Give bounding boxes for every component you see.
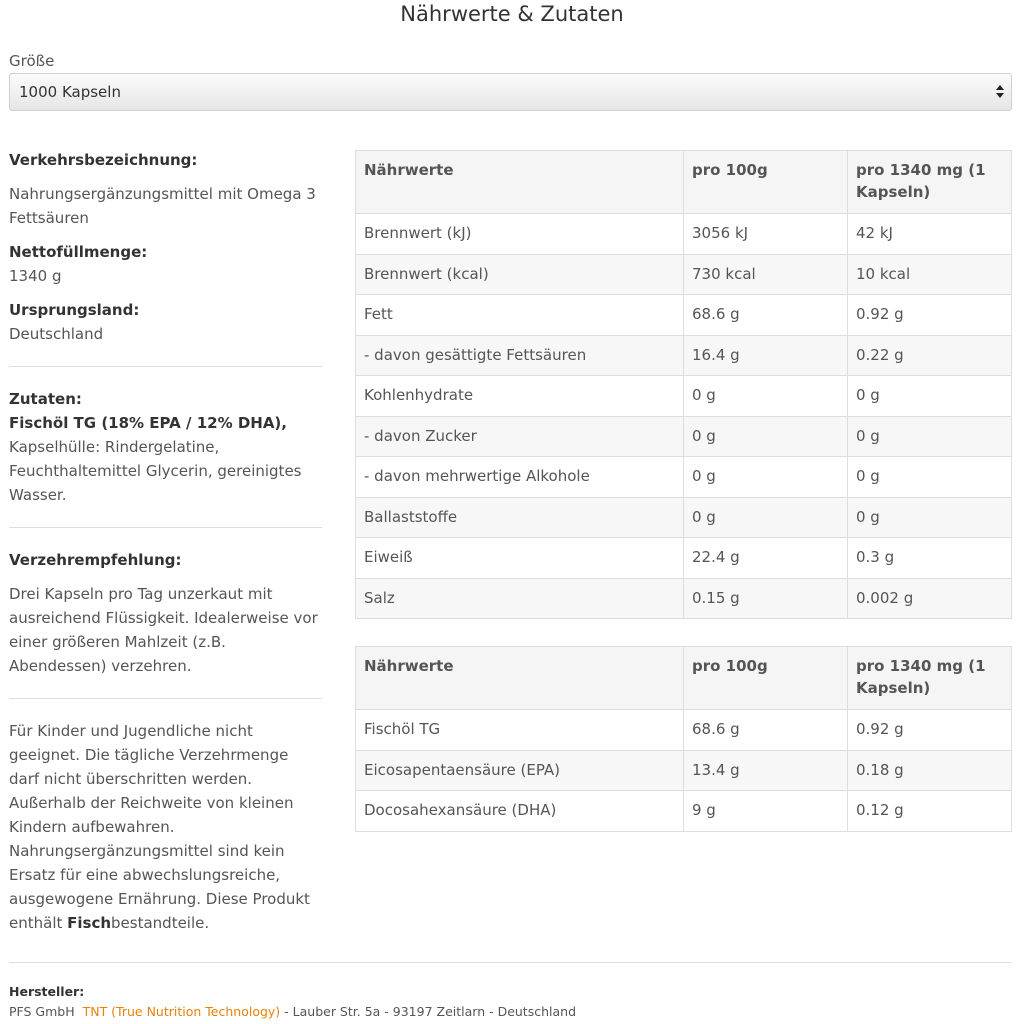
table-row — [356, 335, 1012, 376]
table-cell: 0.18 g — [848, 750, 1012, 791]
table-cell: 10 kcal — [848, 254, 1012, 295]
warning-strong: Fisch — [67, 914, 112, 932]
table-cell: 68.6 g — [684, 710, 848, 751]
table-cell: 0 g — [848, 457, 1012, 498]
table-cell: 0.002 g — [848, 578, 1012, 619]
table-header: Nährwerte — [356, 151, 684, 214]
table-cell: 730 kcal — [684, 254, 848, 295]
table-row — [356, 457, 1012, 498]
net-value: 1340 g — [9, 267, 62, 285]
recommendation-text: Drei Kapseln pro Tag unzerkaut mit ausreichend Flüssigkeit. Idealerweise vor einer größeren Mahlzeit (z.B. Abendessen) verzehren. — [9, 585, 318, 675]
table-row — [356, 295, 1012, 336]
table-cell: 0 g — [684, 376, 848, 417]
table-row — [356, 416, 1012, 457]
table-row — [356, 578, 1012, 619]
table-cell: 0 g — [848, 416, 1012, 457]
table-cell: Fett — [356, 295, 684, 336]
table-header-row — [356, 151, 1012, 214]
nutrition-table — [355, 150, 1012, 619]
table-cell: Salz — [356, 578, 684, 619]
table-row — [356, 497, 1012, 538]
manufacturer-company: PFS GmbH — [9, 1004, 75, 1019]
manufacturer-address: - Lauber Str. 5a - 93197 Zeitlarn - Deutschland — [280, 1004, 577, 1019]
table-cell: Kohlenhydrate — [356, 376, 684, 417]
table-row — [356, 214, 1012, 255]
table-cell: Docosahexansäure (DHA) — [356, 791, 684, 832]
table-cell: 0 g — [848, 376, 1012, 417]
page-title: Nährwerte & Zutaten — [400, 2, 624, 26]
recommendation-label: Verzehrempfehlung: — [9, 551, 182, 569]
table-row — [356, 750, 1012, 791]
table-cell: Ballaststoffe — [356, 497, 684, 538]
table-cell: 0 g — [848, 497, 1012, 538]
table-cell: 0.92 g — [848, 710, 1012, 751]
table-header: Nährwerte — [356, 647, 684, 710]
table-cell: Fischöl TG — [356, 710, 684, 751]
table-row — [356, 254, 1012, 295]
divider — [9, 366, 322, 367]
table-header: pro 1340 mg (1 Kapseln) — [848, 647, 1012, 710]
table-header: pro 1340 mg (1 Kapseln) — [848, 151, 1012, 214]
size-select[interactable] — [9, 73, 1012, 111]
warning-suffix: bestandteile. — [111, 914, 210, 932]
table-header-row — [356, 647, 1012, 710]
footer-divider — [9, 962, 1012, 963]
table-header: pro 100g — [684, 647, 848, 710]
table-cell: - davon Zucker — [356, 416, 684, 457]
table-row — [356, 538, 1012, 579]
table-header: pro 100g — [684, 151, 848, 214]
table-row — [356, 710, 1012, 751]
table-cell: 0.12 g — [848, 791, 1012, 832]
table-cell: 0 g — [684, 416, 848, 457]
brand-link[interactable]: TNT (True Nutrition Technology) — [82, 1004, 281, 1019]
table-cell: 0.92 g — [848, 295, 1012, 336]
divider — [9, 698, 322, 699]
net-label: Nettofüllmenge: — [9, 243, 148, 261]
table-cell: 0.22 g — [848, 335, 1012, 376]
table-cell: 16.4 g — [684, 335, 848, 376]
designation-value: Nahrungsergänzungsmittel mit Omega 3 Fettsäuren — [9, 185, 316, 227]
warning-body: Für Kinder und Jugendliche nicht geeignet. Die tägliche Verzehrmenge darf nicht überschritten werden. Außerhalb der Reichweite von kleinen Kindern aufbewahren. Nahrungsergänzungsmittel sind kein Ersatz für eine abwechslungsreiche, ausgewogene Ernährung. Diese Produkt enthält — [9, 722, 310, 932]
table-row — [356, 791, 1012, 832]
select-arrows-icon — [996, 83, 1004, 101]
table-cell: 0 g — [684, 497, 848, 538]
omega-table — [355, 646, 1012, 832]
size-select-value: 1000 Kapseln — [19, 83, 121, 101]
table-cell: 68.6 g — [684, 295, 848, 336]
table-cell: 9 g — [684, 791, 848, 832]
table-cell: Brennwert (kcal) — [356, 254, 684, 295]
divider — [9, 527, 322, 528]
table-cell: 42 kJ — [848, 214, 1012, 255]
warning-text — [9, 719, 322, 935]
table-cell: Brennwert (kJ) — [356, 214, 684, 255]
table-row — [356, 376, 1012, 417]
ingredients-rest: Kapselhülle: Rindergelatine, Feuchthaltemittel Glycerin, gereinigtes Wasser. — [9, 438, 302, 504]
table-cell: 3056 kJ — [684, 214, 848, 255]
table-cell: 0.15 g — [684, 578, 848, 619]
table-cell: Eiweiß — [356, 538, 684, 579]
ingredients-label: Zutaten: — [9, 390, 82, 408]
designation-label: Verkehrsbezeichnung: — [9, 151, 198, 169]
ingredients-text — [9, 411, 322, 507]
table-cell: 0 g — [684, 457, 848, 498]
table-cell: Eicosapentaensäure (EPA) — [356, 750, 684, 791]
footer — [9, 982, 576, 1022]
manufacturer-line — [9, 1002, 576, 1022]
table-cell: 13.4 g — [684, 750, 848, 791]
size-label: Größe — [9, 52, 55, 70]
table-cell: 0.3 g — [848, 538, 1012, 579]
origin-value: Deutschland — [9, 325, 104, 343]
table-cell: - davon gesättigte Fettsäuren — [356, 335, 684, 376]
product-info — [9, 148, 322, 935]
table-cell: 22.4 g — [684, 538, 848, 579]
table-cell: - davon mehrwertige Alkohole — [356, 457, 684, 498]
manufacturer-label: Hersteller: — [9, 984, 85, 999]
origin-label: Ursprungsland: — [9, 301, 140, 319]
ingredients-strong: Fischöl TG (18% EPA / 12% DHA), — [9, 414, 287, 432]
